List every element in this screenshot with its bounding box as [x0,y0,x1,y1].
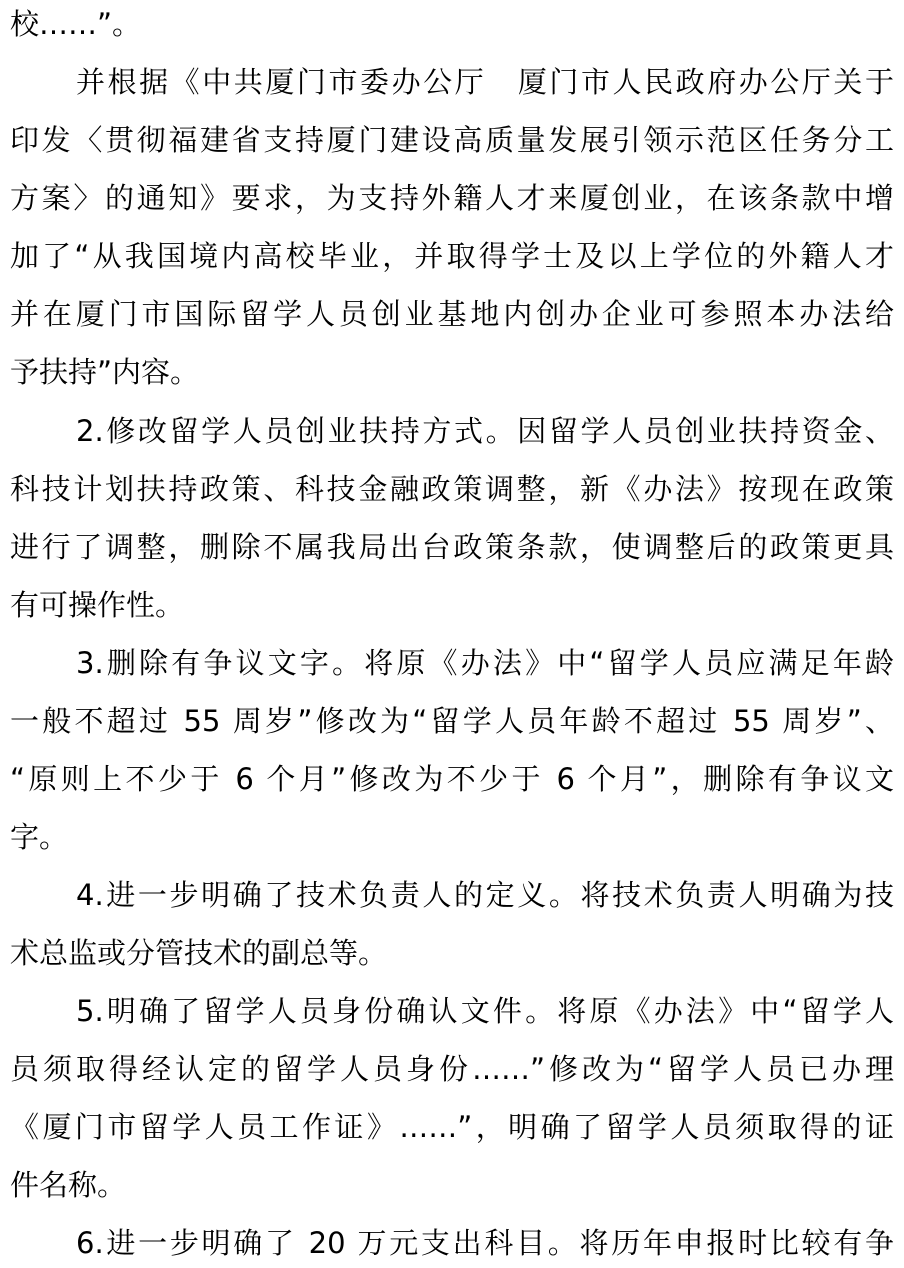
text-line-8: 2.修改留学人员创业扶持方式。因留学人员创业扶持资金、 [76,414,894,448]
text-line-11: 有可操作性。 [10,588,185,622]
text-line-14: “原则上不少于 6 个月”修改为不少于 6 个月”，删除有争议文 [10,762,894,796]
text-line-18: 5.明确了留学人员身份确认文件。将原《办法》中“留学人 [76,994,894,1028]
document-page [10,0,894,1268]
text-line-3: 印发〈贯彻福建省支持厦门建设高质量发展引领示范区任务分工 [10,123,894,157]
text-line-2: 并根据《中共厦门市委办公厅 厦门市人民政府办公厅关于 [76,65,894,99]
text-line-20: 《厦门市留学人员工作证》……”，明确了留学人员须取得的证 [10,1110,894,1144]
text-line-17: 术总监或分管技术的副总等。 [10,936,388,970]
text-line-13: 一般不超过 55 周岁”修改为“留学人员年龄不超过 55 周岁”、 [10,704,894,738]
text-line-1: 校……”。 [10,7,142,41]
text-line-15: 字。 [10,820,69,854]
text-line-21: 件名称。 [10,1168,127,1202]
text-line-9: 科技计划扶持政策、科技金融政策调整，新《办法》按现在政策 [10,472,894,506]
text-line-6: 并在厦门市国际留学人员创业基地内创办企业可参照本办法给 [10,297,894,331]
text-line-10: 进行了调整，删除不属我局出台政策条款，使调整后的政策更具 [10,530,894,564]
text-line-5: 加了“从我国境内高校毕业，并取得学士及以上学位的外籍人才 [10,239,894,273]
text-line-16: 4.进一步明确了技术负责人的定义。将技术负责人明确为技 [76,878,894,912]
text-line-19: 员须取得经认定的留学人员身份……”修改为“留学人员已办理 [10,1052,894,1086]
text-line-22: 6.进一步明确了 20 万元支出科目。将历年申报时比较有争 [76,1226,894,1260]
text-line-12: 3.删除有争议文字。将原《办法》中“留学人员应满足年龄 [76,646,894,680]
text-line-7: 予扶持”内容。 [10,355,200,389]
text-line-4: 方案〉的通知》要求，为支持外籍人才来厦创业，在该条款中增 [10,181,894,215]
